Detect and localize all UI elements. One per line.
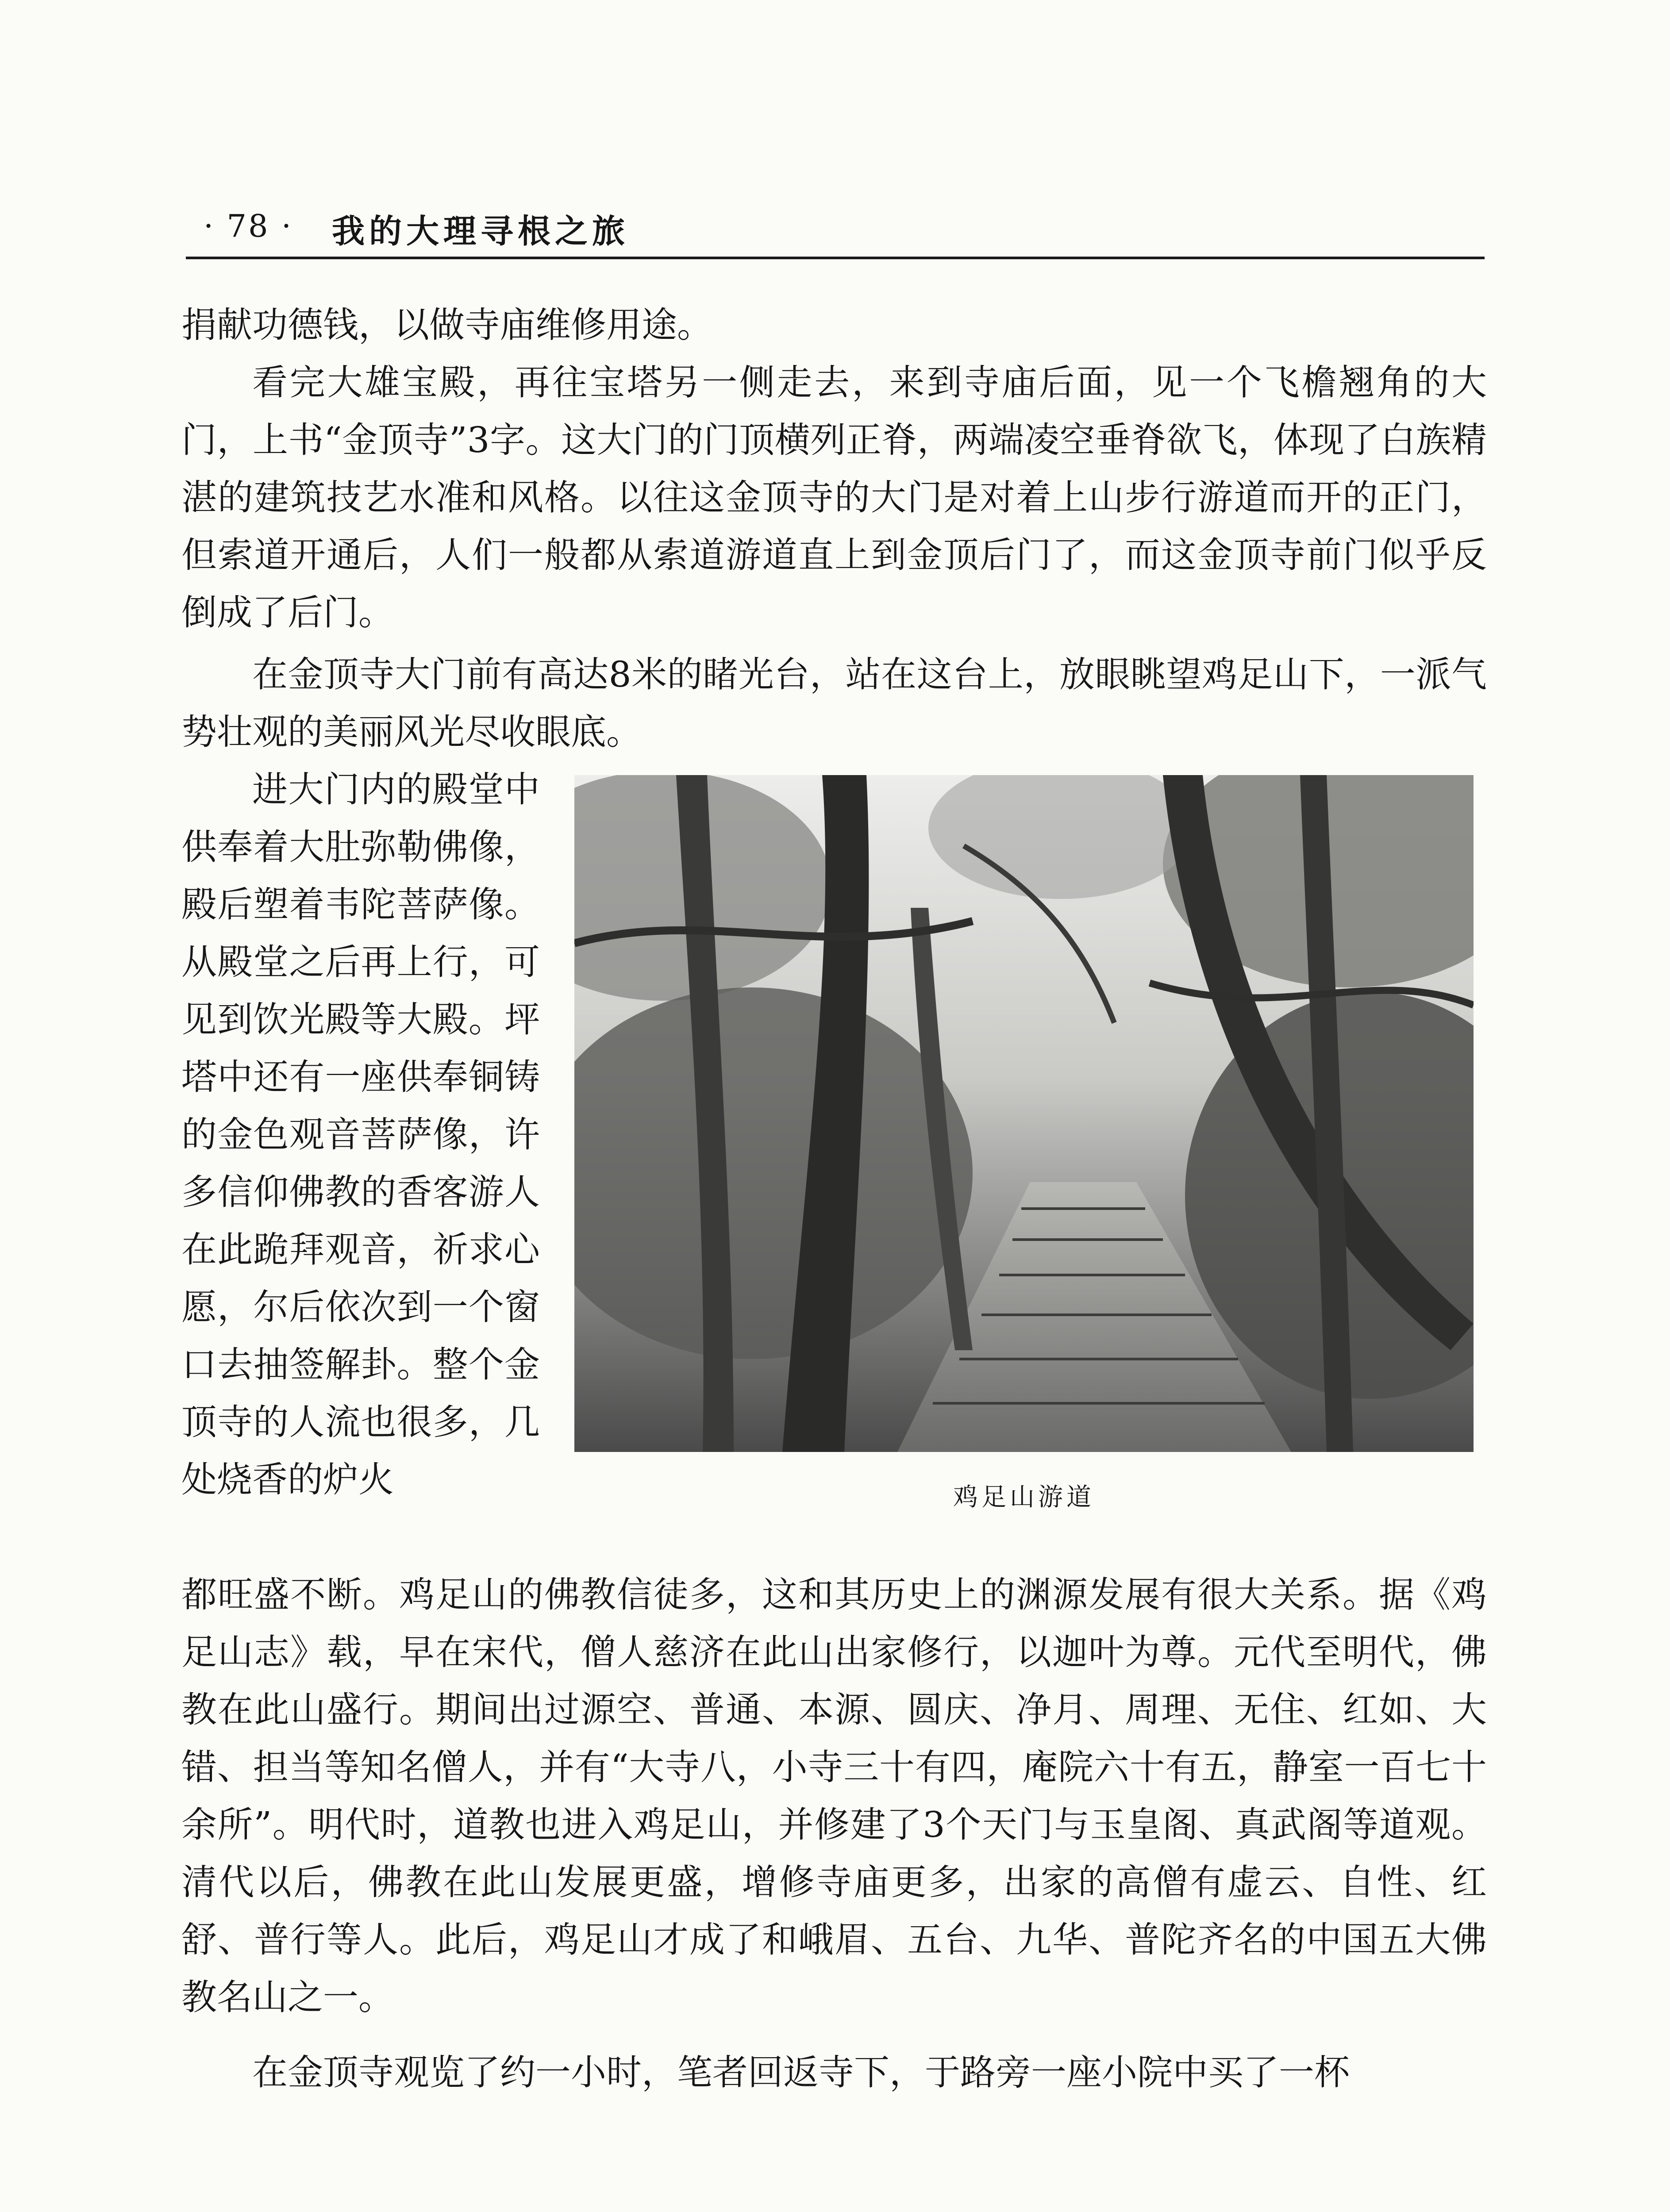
paragraph-1: 捐献功德钱，以做寺庙维修用途。	[181, 304, 712, 346]
paragraph-5: 在金顶寺观览了约一小时，笔者回返寺下，于路旁一座小院中买了一杯	[252, 2052, 1350, 2093]
figure-caption: 鸡足山游道	[953, 1483, 1095, 1512]
mountain-path-photo	[574, 775, 1474, 1452]
paragraph-3: 在金顶寺大门前有高达8米的睹光台，站在这台上，放眼眺望鸡足山下，一派气势壮观的美丽风光尽收眼底。	[181, 654, 1487, 753]
page-number: · 78 ·	[204, 208, 293, 244]
book-title: 我的大理寻根之旅	[332, 212, 629, 250]
paragraph-4-continued: 都旺盛不断。鸡足山的佛教信徒多，这和其历史上的渊源发展有很大关系。据《鸡足山志》载，早在宋代，僧人慈济在此山出家修行，以迦叶为尊。元代至明代，佛教在此山盛行。期间出过源空、普通、本源、圆庆、净月、周理、无住、红如、大错、担当等知名僧人，并有“大寺八，小寺三十有四，庵院六十有五，静室一百七十余所”。明代时，道教也进入鸡足山，并修建了3个天门与玉皇阁、真武阁等道观。清代以后，佛教在此山发展更盛，增修寺庙更多，出家的高僧有虚云、自性、红舒、普行等人。此后，鸡足山才成了和峨眉、五台、九华、普陀齐名的中国五大佛教名山之一。	[181, 1574, 1487, 2018]
paragraph-4-wrapped: 进大门内的殿堂中供奉着大肚弥勒佛像，殿后塑着韦陀菩萨像。从殿堂之后再上行，可见到饮光殿等大殿。坪塔中还有一座供奉铜铸的金色观音菩萨像，许多信仰佛教的香客游人在此跪拜观音，祈求心愿，尔后依次到一个窗口去抽签解卦。整个金顶寺的人流也很多，几处烧香的炉火	[181, 769, 540, 1500]
paragraph-2: 看完大雄宝殿，再往宝塔另一侧走去，来到寺庙后面，见一个飞檐翘角的大门，上书“金顶寺”3字。这大门的门顶横列正脊，两端凌空垂脊欲飞，体现了白族精湛的建筑技艺水准和风格。以往这金顶寺的大门是对着上山步行游道而开的正门，但索道开通后，人们一般都从索道游道直上到金顶后门了，而这金顶寺前门似乎反倒成了后门。	[181, 362, 1487, 633]
running-header	[186, 195, 1485, 259]
forest-stairs-illustration	[574, 775, 1474, 1452]
